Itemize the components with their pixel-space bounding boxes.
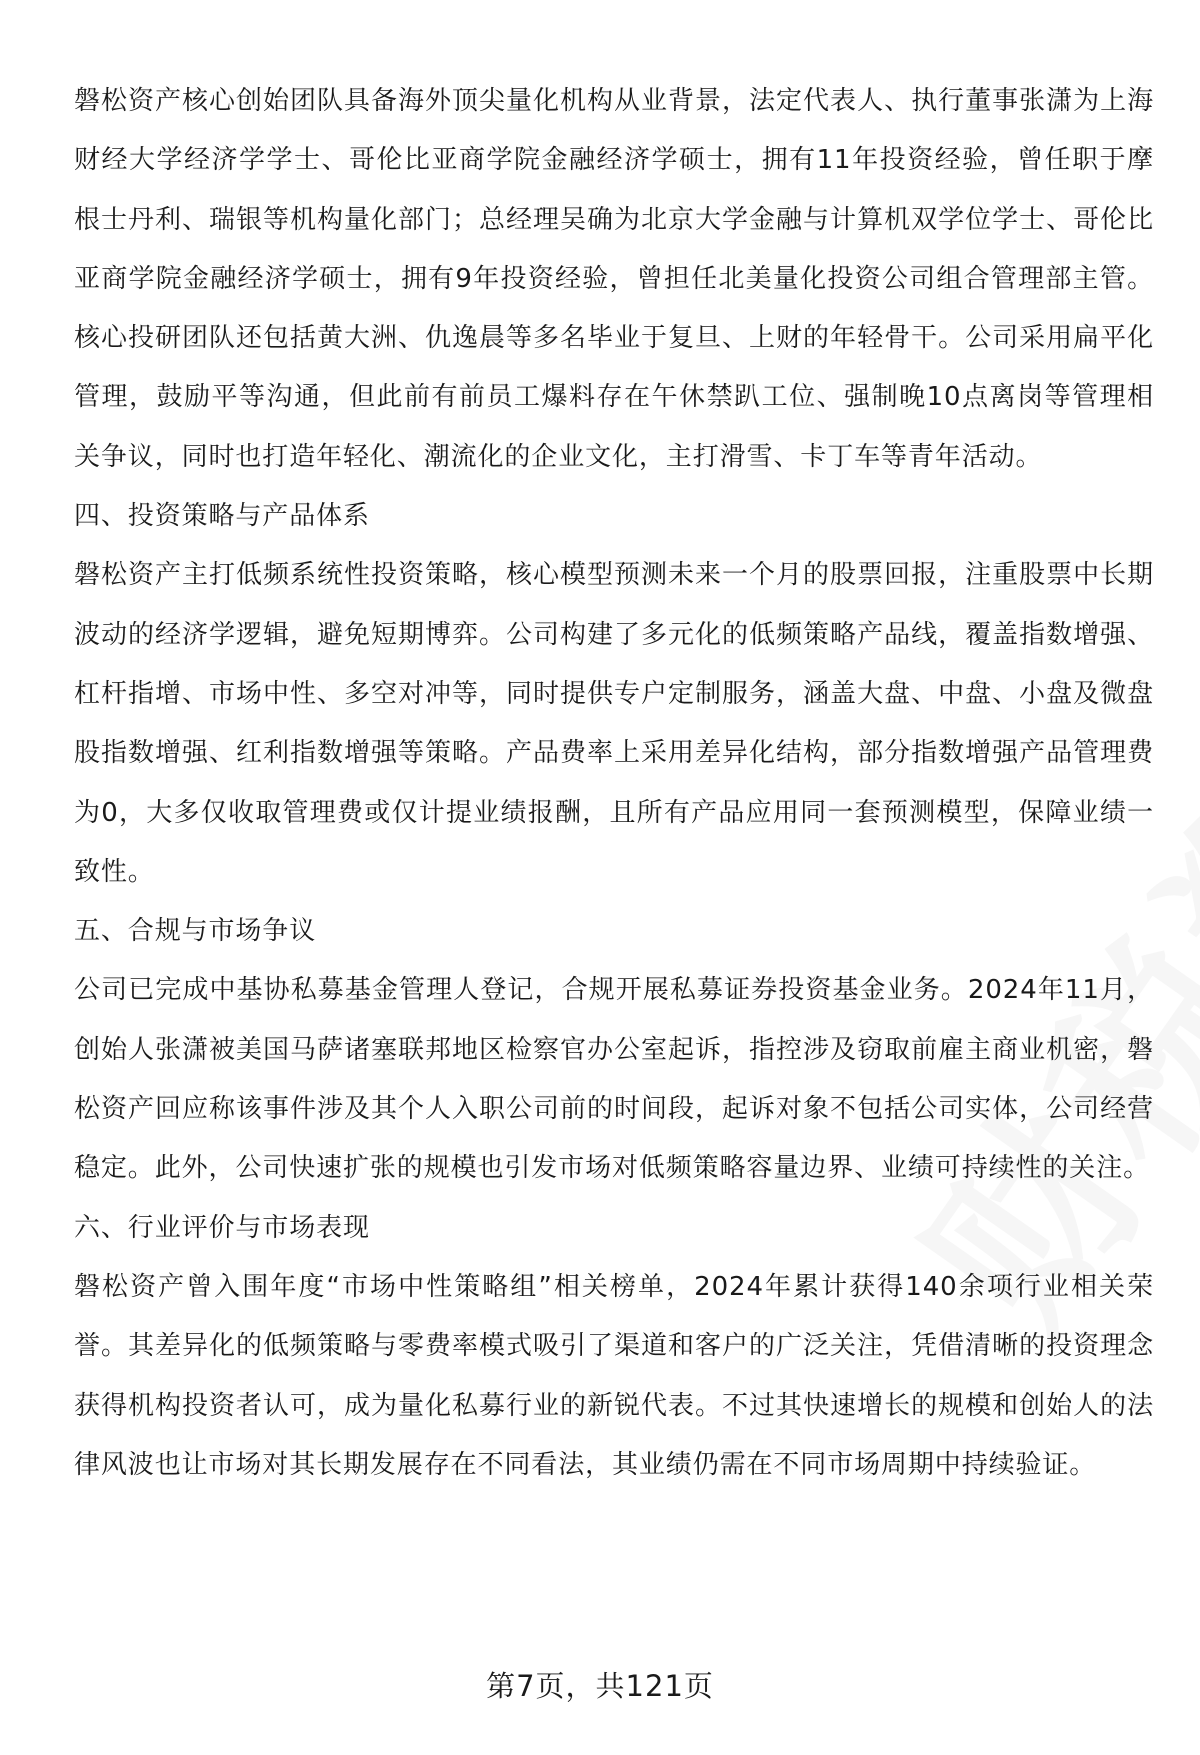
section-heading-strategy: 四、投资策略与产品体系 <box>74 501 370 532</box>
page-number-footer: 第7页，共121页 <box>486 1669 714 1703</box>
section-heading-compliance: 五、合规与市场争议 <box>74 916 317 947</box>
paragraph-strategy: 磐松资产主打低频系统性投资策略，核心模型预测未来一个月的股票回报，注重股票中长期波动的经济学逻辑，避免短期博弈。公司构建了多元化的低频策略产品线，覆盖指数增强、杠杆指增、市场中性、多空对冲等，同时提供专户定制服务，涵盖大盘、中盘、小盘及微盘股指数增强、红利指数增强等策略。产品费率上采用差异化结构，部分指数增强产品管理费为0，大多仅收取管理费或仅计提业绩报酬，且所有产品应用同一套预测模型，保障业绩一致性。 <box>74 560 1154 887</box>
paragraph-team-background: 磐松资产核心创始团队具备海外顶尖量化机构从业背景，法定代表人、执行董事张潇为上海财经大学经济学学士、哥伦比亚商学院金融经济学硕士，拥有11年投资经验，曾任职于摩根士丹利、瑞银等机构量化部门；总经理吴确为北京大学金融与计算机双学位学士、哥伦比亚商学院金融经济学硕士，拥有9年投资经验，曾担任北美量化投资公司组合管理部主管。核心投研团队还包括黄大洲、仇逸晨等多名毕业于复旦、上财的年轻骨干。公司采用扁平化管理，鼓励平等沟通，但此前有前员工爆料存在午休禁趴工位、强制晚10点离岗等管理相关争议，同时也打造年轻化、潮流化的企业文化，主打滑雪、卡丁车等青年活动。 <box>74 86 1154 472</box>
paragraph-compliance: 公司已完成中基协私募基金管理人登记，合规开展私募证券投资基金业务。2024年11月，创始人张潇被美国马萨诸塞联邦地区检察官办公室起诉，指控涉及窃取前雇主商业机密，磐松资产回应称该事件涉及其个人入职公司前的时间段，起诉对象不包括公司实体，公司经营稳定。此外，公司快速扩张的规模也引发市场对低频策略容量边界、业绩可持续性的关注。 <box>74 975 1154 1184</box>
paragraph-evaluation: 磐松资产曾入围年度“市场中性策略组”相关榜单，2024年累计获得140余项行业相关荣誉。其差异化的低频策略与零费率模式吸引了渠道和客户的广泛关注，凭借清晰的投资理念获得机构投资者认可，成为量化私募行业的新锐代表。不过其快速增长的规模和创始人的法律风波也让市场对其长期发展存在不同看法，其业绩仍需在不同市场周期中持续验证。 <box>74 1271 1154 1480</box>
section-heading-evaluation: 六、行业评价与市场表现 <box>74 1212 370 1243</box>
document-body <box>74 72 1154 1495</box>
